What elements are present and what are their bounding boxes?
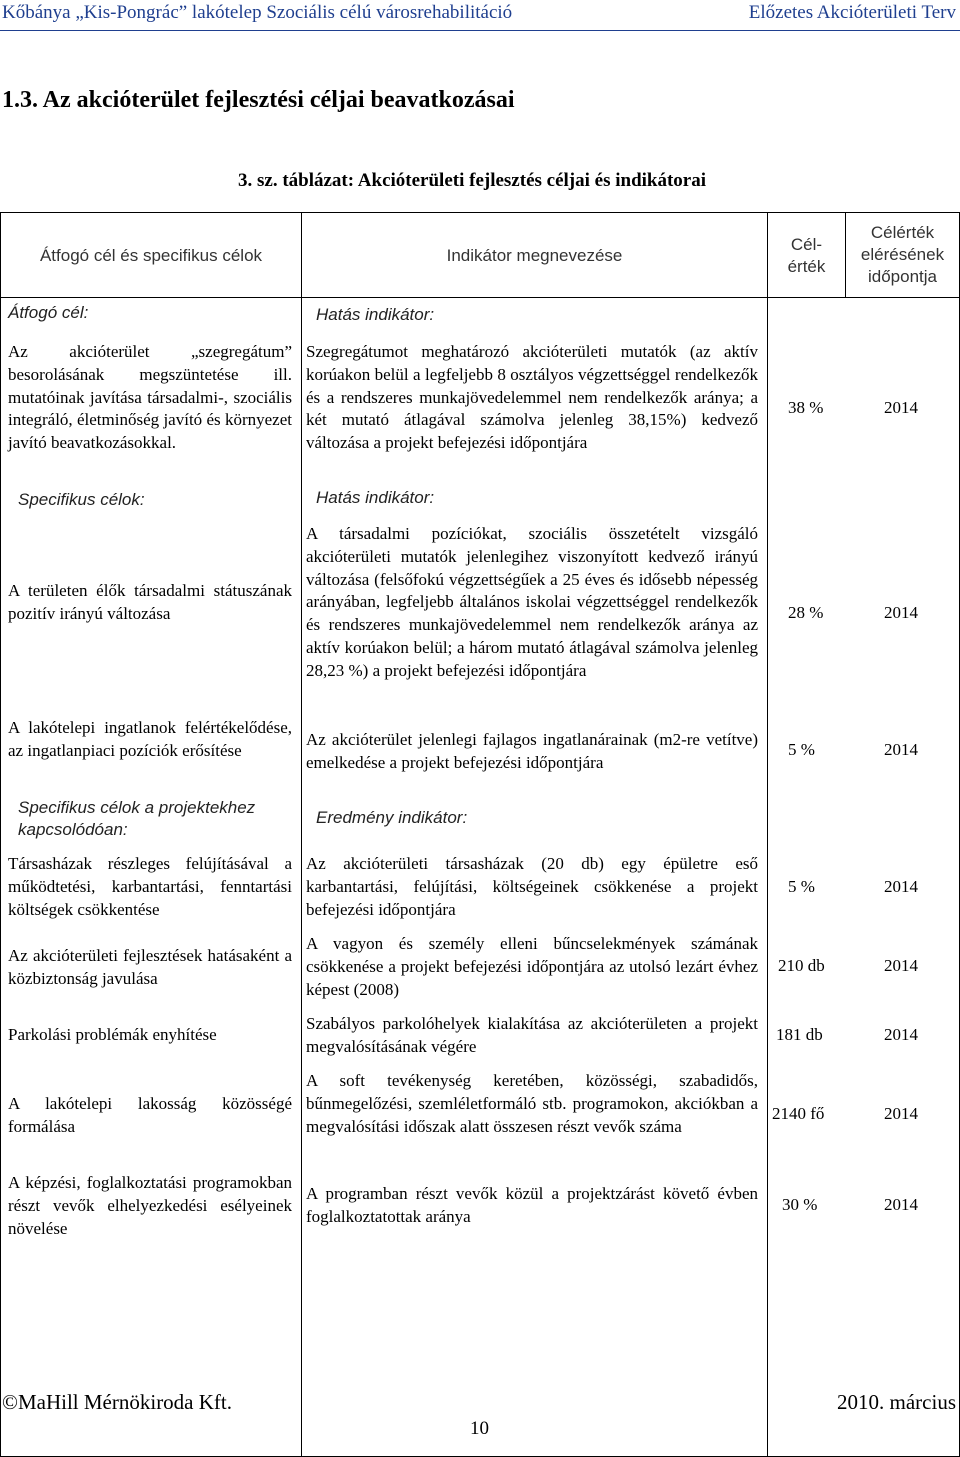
specific-goal-5: Parkolási problémák enyhítése	[8, 1025, 217, 1044]
target-year-5: 2014	[884, 956, 918, 975]
target-value-2: 28 %	[788, 603, 824, 622]
header-deadline-line2: elérésének	[860, 245, 945, 264]
header-goals-label: Átfogó cél és specifikus célok	[39, 246, 263, 265]
target-year-6: 2014	[884, 1025, 918, 1044]
table-caption: 3. sz. táblázat: Akcióterületi fejlesztés céljai és indikátorai	[238, 170, 707, 191]
header-cell-deadline	[845, 212, 960, 298]
header-indicator-label: Indikátor megnevezése	[446, 246, 623, 265]
overall-goal-label: Átfogó cél:	[8, 303, 89, 322]
header-title: Kőbánya „Kis-Pongrác” lakótelep Szociális célú városrehabilitáció	[2, 2, 513, 23]
target-year-3: 2014	[884, 740, 918, 759]
header-deadline-line1: Célérték	[870, 223, 935, 242]
header-document-name: Előzetes Akcióterületi Terv	[748, 2, 956, 23]
page-number: 10	[470, 1418, 489, 1439]
indicator-1: Szegregátumot meghatározó akcióterületi mutatók (az aktív korúakon belül a legfeljebb 8 osztályos végzettséggel rendelkezők és a rendszeres munkajövedelemmel nem rendelkezők aránya; a két mutató átlagával számolva jelenleg 38,15%) kedvező változása a projekt befejezési időpontjára	[306, 342, 758, 453]
target-value-3: 5 %	[788, 740, 815, 759]
target-value-4: 5 %	[788, 877, 815, 896]
target-year-4: 2014	[884, 877, 918, 896]
indicator-7: A soft tevékenység keretében, közösségi, szabadidős, bűnmegelőzési, szemléletformáló stb. programokon, akciókban a megvalósítási időszak alatt összesen részt vevők száma	[306, 1071, 758, 1136]
project-goals-label: Specifikus célok a projektekhez kapcsolódóan:	[18, 798, 256, 839]
specific-goal-7: A képzési, foglalkoztatási programokban részt vevők elhelyezkedési esélyeinek növelése	[8, 1173, 292, 1238]
target-year-8: 2014	[884, 1195, 918, 1214]
indicator-2: A társadalmi pozíciókat, szociális összetételt vizsgáló akcióterületi mutatók jelenlegihez viszonyított kedvező irányú változása (felsőfokú végzettségűek a 25 éves és idősebb népesség arányában, legfeljebb általános iskolai végzettséggel rendelkezők és rendszeres munkajövedelemmel nem rendelkezők aránya az aktív korúakon belül; a három mutató átlagával számolva jelenleg 28,23 %) a projekt befejezési időpontjára	[306, 524, 758, 680]
header-cell-target	[767, 212, 846, 298]
specific-goal-3: Társasházak részleges felújításával a működtetési, karbantartási, fenntartási költségek csökkentése	[8, 854, 292, 919]
overall-goal-text: Az akcióterület „szegregátum” besorolásának megszüntetése ill. mutatóinak javítása társadalmi-, szociális integráló, életminőség javító és környezet javító beavatkozásokkal.	[8, 342, 292, 453]
page-header	[0, 0, 960, 30]
target-year-1: 2014	[884, 398, 918, 417]
target-value-7: 2140 fő	[772, 1104, 825, 1123]
specific-goal-4: Az akcióterületi fejlesztések hatásaként a közbiztonság javulása	[8, 946, 292, 988]
target-value-1: 38 %	[788, 398, 824, 417]
specific-goal-6: A lakótelepi lakosság közösségé formálása	[8, 1094, 292, 1136]
header-deadline-line3: időpontja	[867, 267, 937, 286]
header-cell-goals	[0, 212, 302, 298]
header-cell-indicator	[301, 212, 768, 298]
target-year-2: 2014	[884, 603, 918, 622]
header-divider	[0, 30, 960, 31]
target-year-7: 2014	[884, 1104, 918, 1123]
impact-indicator-label-1: Hatás indikátor:	[316, 305, 435, 324]
header-target-line1: Cél-	[790, 235, 823, 254]
specific-goal-2: A lakótelepi ingatlanok felértékelődése, az ingatlanpiaci pozíciók erősítése	[8, 718, 292, 760]
target-value-6: 181 db	[776, 1025, 823, 1044]
footer-date: 2010. március	[837, 1390, 956, 1414]
specific-goal-1: A területen élők társadalmi státuszának pozitív irányú változása	[8, 581, 292, 623]
indicator-5: A vagyon és személy elleni bűncselekmények számának csökkenése a projekt befejezési időpontjára az utolsó lezárt évhez képest (2008)	[306, 934, 758, 999]
header-target-line2: érték	[787, 257, 826, 276]
impact-indicator-label-2: Hatás indikátor:	[316, 488, 435, 507]
target-value-5: 210 db	[778, 956, 825, 975]
indicator-3: Az akcióterület jelenlegi fajlagos ingatlanárainak (m2-re vetítve) emelkedése a projekt befejezési időpontjára	[306, 730, 758, 772]
footer-company: ©MaHill Mérnökiroda Kft.	[2, 1390, 232, 1414]
result-indicator-label: Eredmény indikátor:	[316, 808, 468, 827]
indicator-6: Szabályos parkolóhelyek kialakítása az akcióterületen a projekt megvalósításának végére	[306, 1014, 758, 1056]
section-title: 1.3. Az akcióterület fejlesztési céljai beavatkozásai	[2, 87, 515, 113]
indicator-8: A programban részt vevők közül a projektzárást követő évben foglalkoztatottak aránya	[306, 1184, 758, 1226]
specific-goals-label: Specifikus célok:	[18, 490, 145, 509]
target-value-8: 30 %	[782, 1195, 818, 1214]
indicator-4: Az akcióterületi társasházak (20 db) egy épületre eső karbantartási, felújítási, költségeinek csökkenése a projekt befejezési időpontjára	[306, 854, 758, 919]
